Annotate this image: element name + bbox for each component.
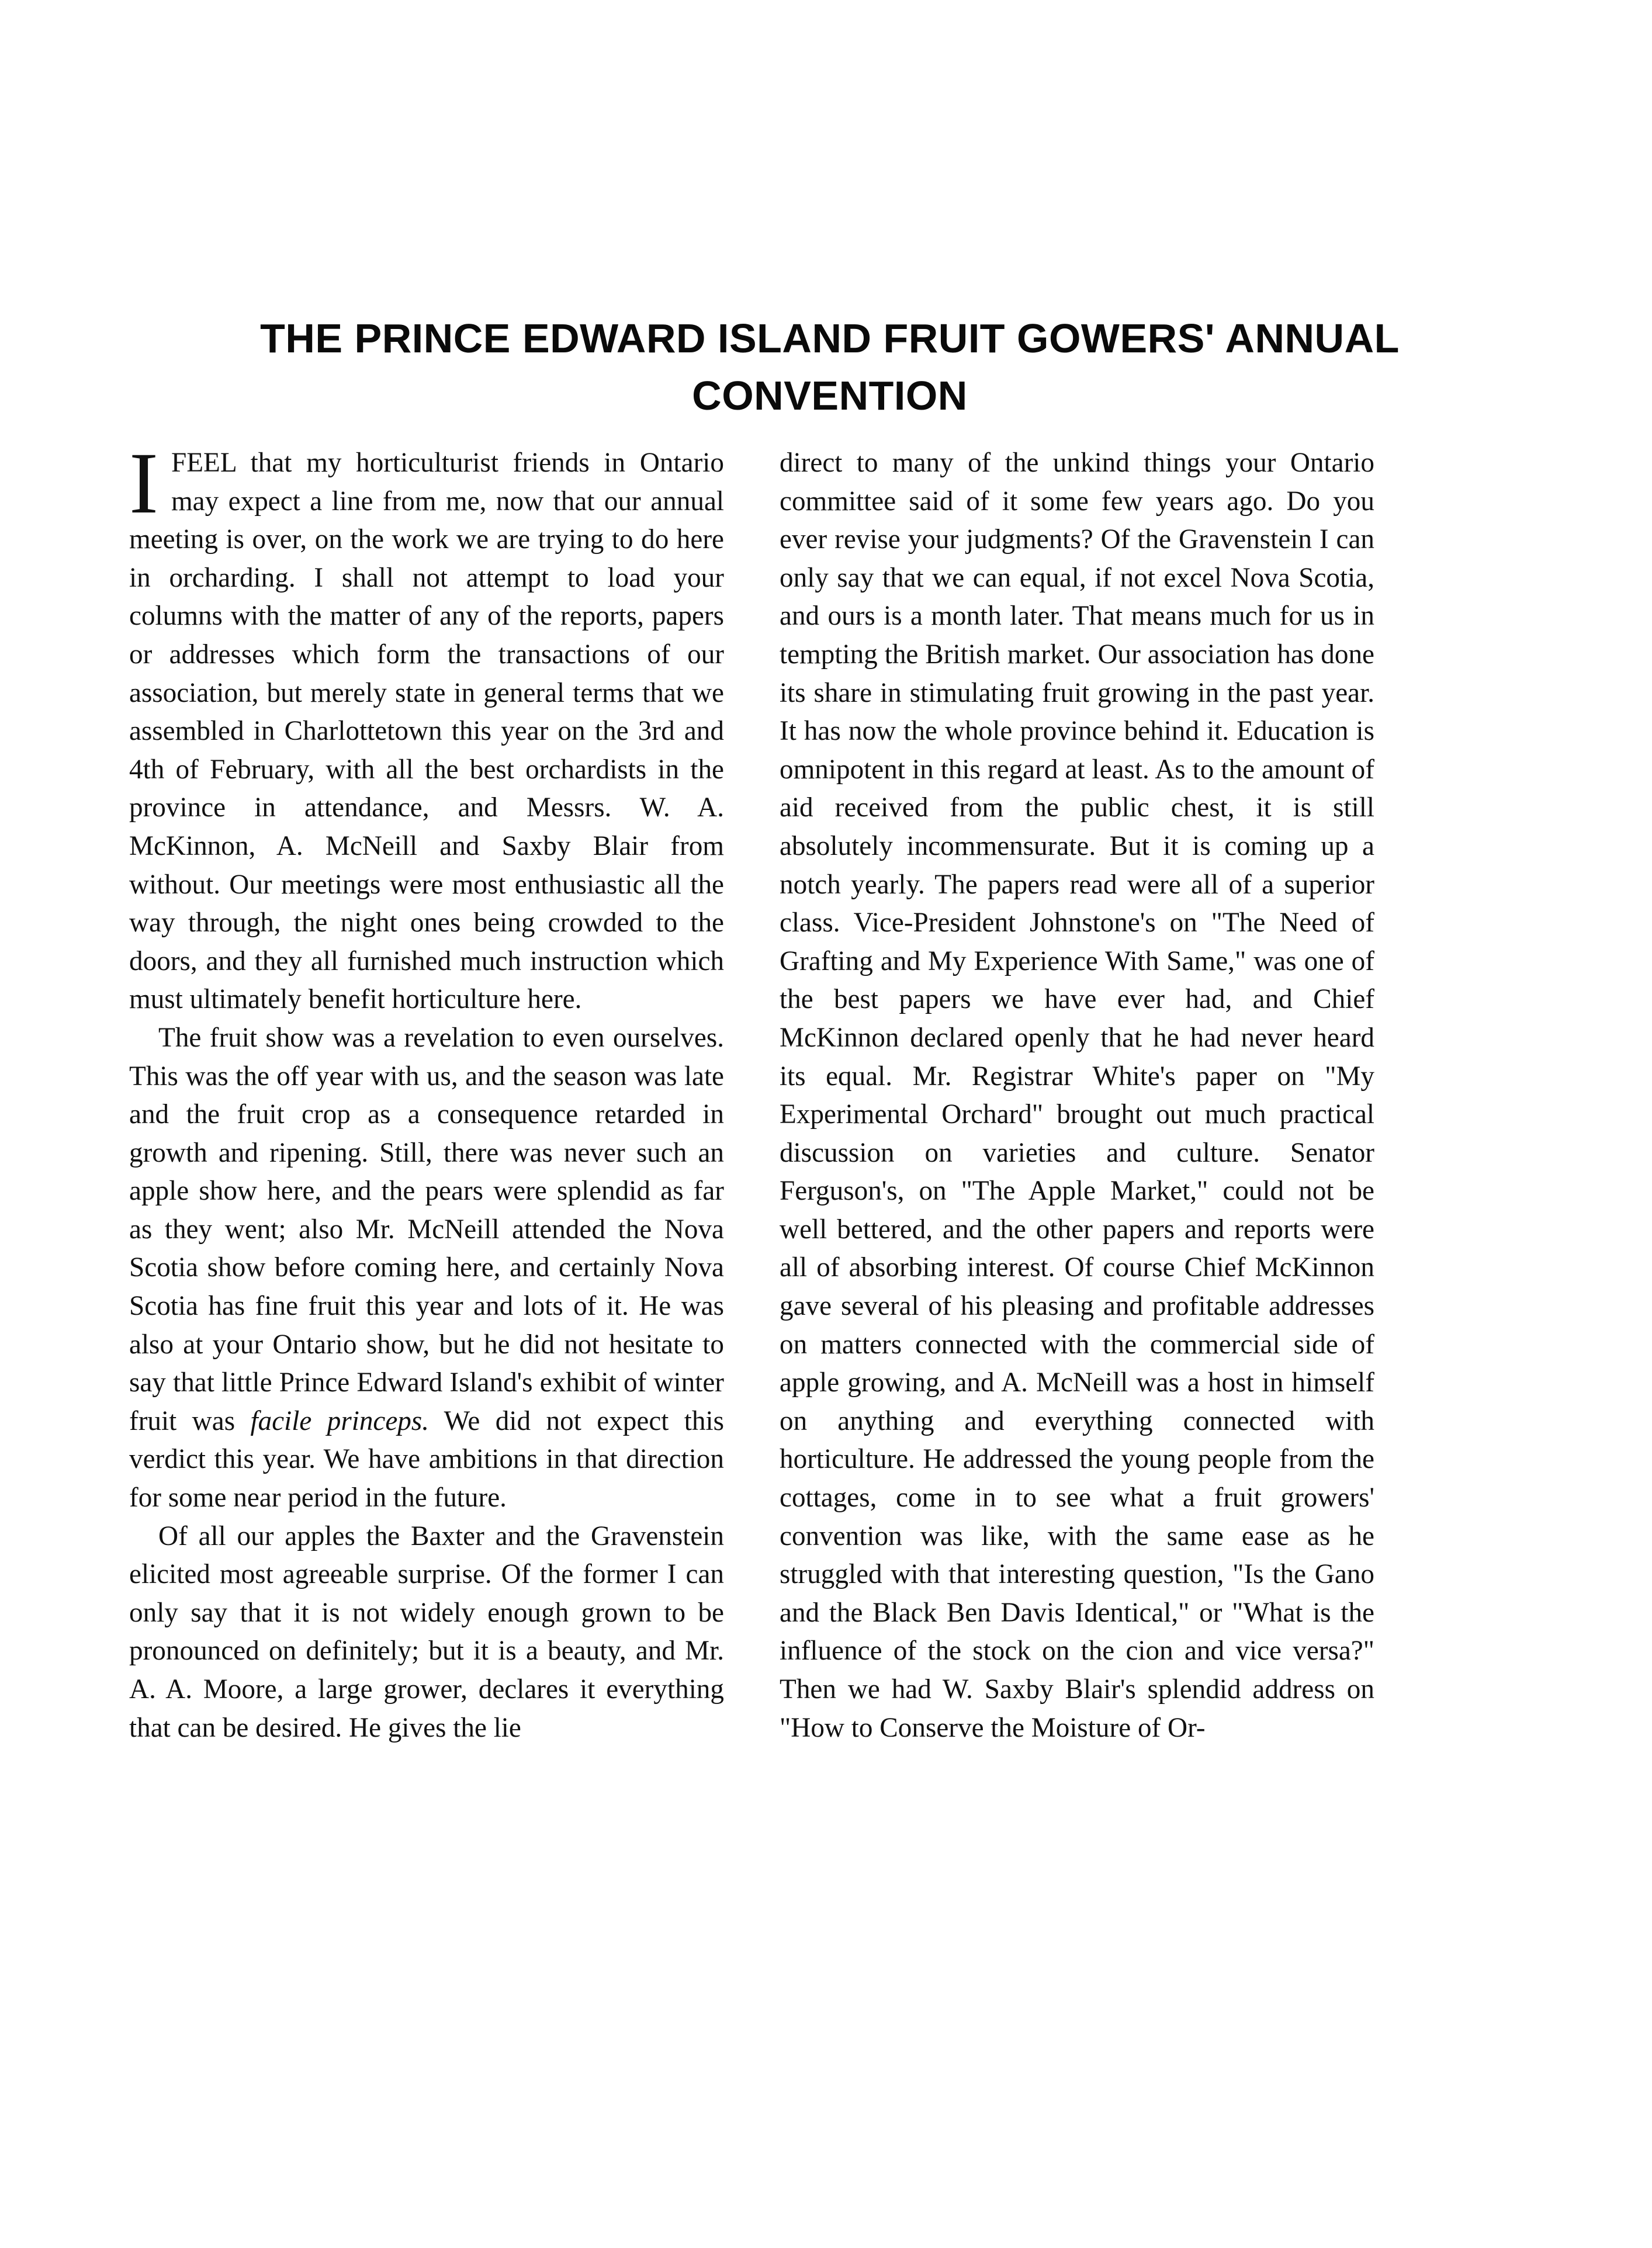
- left-paragraph-2: [129, 1019, 724, 1518]
- article-title: [117, 310, 1543, 424]
- left-paragraph-2-text-b: We did not expect this verdict this year. We have ambitions in that direction for some near period in the future.: [129, 1405, 724, 1513]
- article-title-line-1: THE PRINCE EDWARD ISLAND FRUIT GOWERS' ANNUAL: [260, 316, 1400, 361]
- left-paragraph-1: [129, 435, 724, 1019]
- right-paragraph-1: direct to many of the unkind things your Ontario committee said of it some few years ago. Do you ever revise your judgments? Of the Gravenstein I can only say that we can equal, if not excel Nova Scotia, and ours is a month later. That means much for us in tempting the British market. Our association has done its share in stimulating fruit growing in the past year. It has now the whole province behind it. Education is omnipotent in this regard at least. As to the amount of aid received from the public chest, it is still absolutely incommensurate. But it is coming up a notch yearly. The papers read were all of a superior class. Vice-President Johnstone's on "The Need of Grafting and My Experience With Same," was one of the best papers we have ever had, and Chief McKinnon declared openly that he had never heard its equal. Mr. Registrar White's paper on "My Experimental Orchard" brought out much practical discussion on varieties and culture. Senator Ferguson's, on "The Apple Market," could not be well bettered, and the other papers and reports were all of absorbing interest. Of course Chief McKinnon gave several of his pleasing and profitable addresses on matters connected with the commercial side of apple growing, and A. McNeill was a host in himself on anything and everything connected with horticulture. He addressed the young people from the cottages, come in to see what a fruit growers' convention was like, with the same ease as he struggled with that interesting question, "Is the Gano and the Black Ben Davis Identical," or "What is the influence of the stock on the cion and vice versa?" Then we had W. Saxby Blair's splendid address on "How to Conserve the Moisture of Or-: [780, 448, 1374, 1743]
- left-column: [129, 435, 724, 1747]
- left-paragraph-3: Of all our apples the Baxter and the Gravenstein elicited most agreeable surprise. Of the former I can only say that it is not widely enough grown to be pronounced on definitely; but it is a beauty, and Mr. A. A. Moore, a large grower, declares it everything that can be desired. He gives the lie: [129, 1520, 724, 1743]
- left-paragraph-1-text: FEEL that my horticulturist friends in Ontario may expect a line from me, now that our annual meeting is over, on the work we are trying to do here in orcharding. I shall not attempt to load your columns with the matter of any of the reports, papers or addresses which form the transactions of our association, but merely state in general terms that we assembled in Charlottetown this year on the 3rd and 4th of February, with all the best orchardists in the province in attendance, and Messrs. W. A. McKinnon, A. McNeill and Saxby Blair from without. Our meetings were most enthusiastic all the way through, the night ones being crowded to the doors, and they all furnished much instruction which must ultimately benefit horticulture here.: [129, 448, 724, 1015]
- latin-phrase: facile princeps.: [250, 1405, 430, 1436]
- left-paragraph-2-text-a: The fruit show was a revelation to even ourselves. This was the off year with us, and the season was late and the fruit crop as a consequence retarded in growth and ripening. Still, there was never such an apple show here, and the pears were splendid as far as they went; also Mr. McNeill attended the Nova Scotia show before coming here, and certainly Nova Scotia has fine fruit this year and lots of it. He was also at your Ontario show, but he did not hesitate to say that little Prince Edward Island's exhibit of winter fruit was: [129, 1022, 724, 1436]
- drop-cap: I: [129, 435, 158, 532]
- article-title-line-2: CONVENTION: [692, 373, 968, 418]
- right-column: [780, 444, 1374, 1747]
